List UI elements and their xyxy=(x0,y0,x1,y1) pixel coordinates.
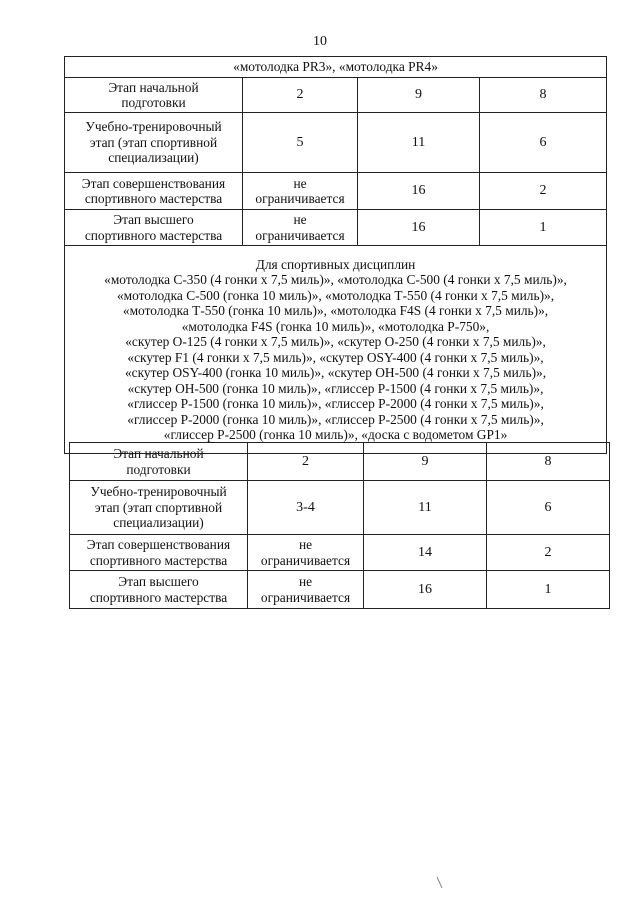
table-row xyxy=(65,173,607,210)
stage-label-line: подготовки xyxy=(126,461,191,477)
value-cell xyxy=(243,173,358,210)
value-line: ограничивается xyxy=(255,191,345,206)
value-cell: 2 xyxy=(487,535,610,571)
value-line: ограничивается xyxy=(260,589,351,605)
value-cell: 11 xyxy=(358,113,480,173)
stage-label-line: специализации) xyxy=(113,515,204,531)
value-cell: 14 xyxy=(364,535,487,571)
table-row xyxy=(65,113,607,173)
value-cell: 16 xyxy=(358,210,480,246)
value-cell: 2 xyxy=(248,443,364,481)
table-row xyxy=(70,481,610,535)
value-cell: 6 xyxy=(487,481,610,535)
disciplines-list xyxy=(69,272,602,443)
value-cell: 16 xyxy=(364,571,487,609)
stage-label-line: спортивного мастерства xyxy=(89,552,228,568)
discipline-header: «мотолодка PR3», «мотолодка PR4» xyxy=(65,57,607,78)
value-cell: 2 xyxy=(480,173,607,210)
discipline-line: «глиссер Р-1500 (гонка 10 миль)», «глиссер Р-2000 (4 гонки х 7,5 миль)», xyxy=(127,396,544,411)
value-cell xyxy=(243,210,358,246)
stage-label-line: спортивного мастерства xyxy=(84,227,223,243)
stage-label-line: Этап совершенствования xyxy=(81,175,226,191)
discipline-line: «мотолодка С-350 (4 гонки х 7,5 миль)», «мотолодка С-500 (4 гонки х 7,5 миль)», xyxy=(104,272,567,287)
discipline-line: «мотолодка F4S (гонка 10 миль)», «мотолодка Р-750», xyxy=(181,318,490,334)
discipline-line: «глиссер Р-2000 (гонка 10 миль)», «глиссер Р-2500 (4 гонки х 7,5 миль)», xyxy=(127,411,544,427)
stage-label xyxy=(65,210,243,246)
stage-label-line: подготовки xyxy=(121,95,186,110)
value-line: не xyxy=(298,574,313,589)
stage-label-line: Этап начальной xyxy=(113,446,204,461)
stage-label-line: Этап совершенствования xyxy=(86,537,231,552)
value-cell: 3-4 xyxy=(248,481,364,535)
discipline-line: «глиссер Р-2500 (гонка 10 миль)», «доска с водометом GP1» xyxy=(163,427,508,442)
stage-label-line: Этап начальной xyxy=(108,79,199,95)
value-cell: 9 xyxy=(358,78,480,113)
stage-label xyxy=(70,481,248,535)
value-cell: 1 xyxy=(487,571,610,609)
discipline-line: «мотолодка Т-550 (гонка 10 миль)», «мотолодка F4S (4 гонки х 7,5 миль)», xyxy=(122,303,549,318)
stage-label xyxy=(70,571,248,609)
value-cell xyxy=(248,571,364,609)
stage-label xyxy=(65,173,243,210)
discipline-line: «скутер О-125 (4 гонки х 7,5 миль)», «скутер О-250 (4 гонки х 7,5 миль)», xyxy=(125,334,546,349)
discipline-line: «скутер OSY-400 (гонка 10 миль)», «скутер ОН-500 (4 гонки х 7,5 миль)», xyxy=(124,365,547,380)
scan-speck-mark xyxy=(436,876,444,890)
value-cell: 8 xyxy=(487,443,610,481)
table-row xyxy=(65,78,607,113)
stage-label-line: спортивного мастерства xyxy=(89,589,228,605)
value-cell: 16 xyxy=(358,173,480,210)
value-cell: 2 xyxy=(243,78,358,113)
value-line: ограничивается xyxy=(260,552,351,568)
disciplines-row xyxy=(65,246,607,454)
page-number: 10 xyxy=(313,34,327,49)
value-cell: 8 xyxy=(480,78,607,113)
stage-label-line: спортивного мастерства xyxy=(84,191,223,206)
stage-label-line: Этап высшего xyxy=(113,212,194,227)
stage-label-line: специализации) xyxy=(108,150,199,166)
disciplines-cell xyxy=(65,246,607,454)
stage-label xyxy=(70,535,248,571)
stage-label-line: Учебно-тренировочный xyxy=(85,119,222,135)
value-cell: 9 xyxy=(364,443,487,481)
disciplines-title: Для спортивных дисциплин xyxy=(255,256,416,272)
value-cell: 6 xyxy=(480,113,607,173)
stage-label xyxy=(65,78,243,113)
table-row xyxy=(70,535,610,571)
discipline-line: «скутер ОН-500 (гонка 10 миль)», «глиссер Р-1500 (4 гонки х 7,5 миль)», xyxy=(127,380,544,396)
stage-label xyxy=(70,443,248,481)
value-line: не xyxy=(298,537,313,552)
table-row xyxy=(70,571,610,609)
stage-label-line: этап (этап спортивной xyxy=(94,499,223,515)
discipline-line: «скутер F1 (4 гонки х 7,5 миль)», «скутер OSY-400 (4 гонки х 7,5 миль)», xyxy=(127,349,544,365)
sport-stages-table-disciplines xyxy=(69,442,610,609)
value-cell xyxy=(248,535,364,571)
discipline-header-row xyxy=(65,57,607,78)
table-row xyxy=(65,210,607,246)
value-cell: 11 xyxy=(364,481,487,535)
value-line: не xyxy=(293,212,307,227)
value-line: ограничивается xyxy=(255,227,345,243)
stage-label-line: Этап высшего xyxy=(118,574,199,589)
stage-label-line: Учебно-тренировочный xyxy=(90,484,227,500)
stage-label xyxy=(65,113,243,173)
value-cell: 1 xyxy=(480,210,607,246)
discipline-line: «мотолодка С-500 (гонка 10 миль)», «мотолодка Т-550 (4 гонки х 7,5 миль)», xyxy=(116,287,555,303)
stage-label-line: этап (этап спортивной xyxy=(89,134,218,150)
table-row xyxy=(70,443,610,481)
value-cell: 5 xyxy=(243,113,358,173)
sport-stages-table-pr xyxy=(64,56,607,454)
value-line: не xyxy=(293,175,307,191)
